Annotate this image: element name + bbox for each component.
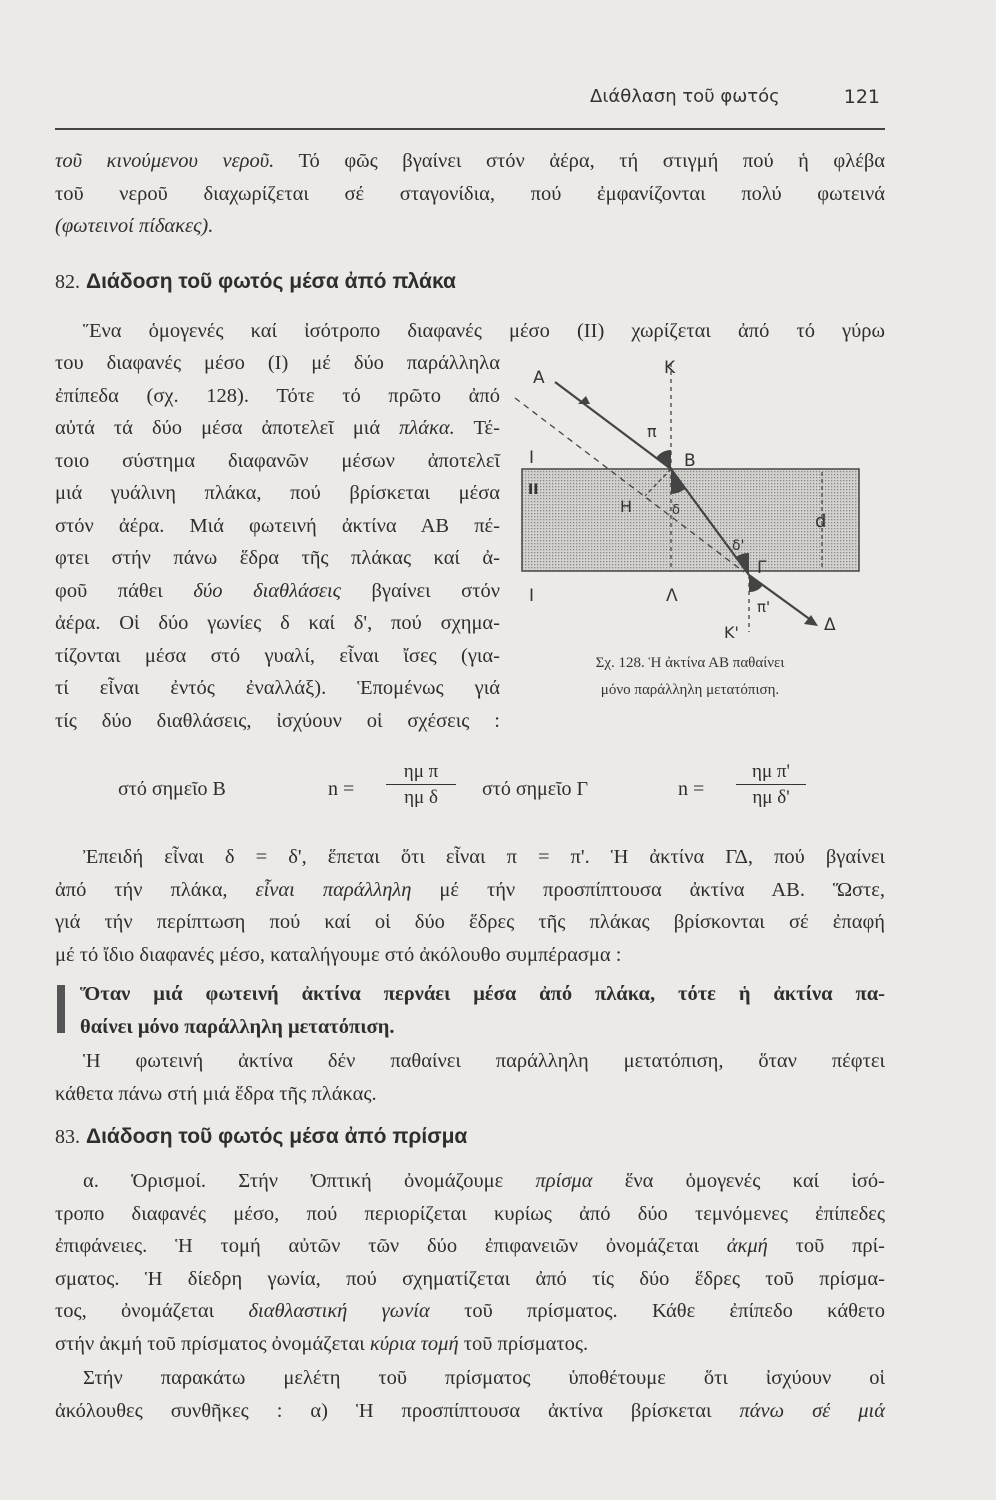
italic-text: τοῦ κινούμενου νεροῦ. [55,150,275,172]
italic-text: διαθλαστική γωνία [248,1300,430,1322]
text-line [55,874,885,907]
running-title: Διάθλαση τοῦ φωτός [590,86,780,107]
section-83-heading [55,1125,467,1149]
text-segment: Στήν παρακάτω μελέτη τοῦ πρίσματος ὑποθέτουμε ὅτι ἰσχύουν οἱ [83,1367,885,1389]
formula-n-eq: n = [328,778,355,800]
text-line [55,1045,885,1078]
text-line [55,1395,885,1428]
glass-plate [522,469,859,571]
label-d: d [815,511,827,532]
text-segment: ἐπιφάνειες. Ἡ τομή αὐτῶν τῶν δύο ἐπιφανειῶν ὀνομάζεται [55,1235,727,1257]
figure-caption: μόνο παράλληλη μετατόπιση. [600,682,780,698]
text-segment: μέ τό ἴδιο διαφανές μέσο, καταλήγουμε στό ἀκόλουθο συμπέρασμα : [55,943,622,966]
paragraph-conclusion [55,841,885,971]
text-segment: τί εἶναι ἐντός ἐναλλάξ). Ἑπομένως γιά [55,677,500,699]
paragraph-assumptions [55,1362,885,1427]
bold-text: Ὅταν μιά φωτεινή ἀκτίνα περνάει μέσα ἀπό πλάκα, τότε ἡ ἀκτίνα πα- [80,983,885,1005]
text-segment: μιά γυάλινη πλάκα, πού βρίσκεται μέσα [55,482,500,504]
text-segment: Ἕνα ὁμογενές καί ἰσότροπο διαφανές μέσο (ΙΙ) χωρίζεται ἀπό τό γύρω [83,320,885,342]
label-Gamma: Γ [757,558,767,578]
text-line [55,939,885,972]
text-line [55,1078,885,1111]
text-segment: βγαίνει στόν [340,579,500,602]
italic-text: πλάκα. [399,417,455,439]
section-title: Διάδοση τοῦ φωτός μέσα ἀπό πρίσμα [86,1125,468,1148]
text-segment: τοιο σύστημα διαφανῶν μέσων ἀποτελεῖ [55,449,500,472]
fraction-G [736,760,806,811]
rule-marker-bar [57,985,65,1033]
label-Delta: Δ [824,615,836,635]
text-line [80,1011,885,1044]
text-line [55,1230,885,1263]
text-segment: κάθετα πάνω στή μιά ἕδρα τῆς πλάκας. [55,1082,377,1105]
label-II: II [528,482,539,498]
text-segment: τος, ὀνομάζεται [55,1300,249,1322]
section-number: 82. [55,271,80,293]
label-K: K [664,358,676,378]
label-H: H [620,497,633,516]
italic-text: (φωτεινοί πίδακες). [55,215,214,237]
denominator: ημ δ' [752,787,790,808]
numerator: ημ π [386,760,456,785]
label-pi: π [647,422,657,441]
paragraph-perpendicular [55,1045,885,1110]
italic-text: ἀκμή [726,1235,768,1257]
text-segment: φοῦ πάθει [55,579,194,602]
text-segment: τοῦ νεροῦ διαχωρίζεται σέ σταγονίδια, πού ἐμφανίζονται πολύ φωτεινά [55,182,885,205]
text-segment: αὐτά τά δύο μέσα ἀποτελεῖ μιά [55,417,400,439]
text-segment: του διαφανές μέσο (Ι) μέ δύο παράλληλα [55,352,500,374]
italic-text: πρίσμα [535,1170,593,1192]
text-line [55,1165,885,1198]
text-segment: ἀκόλουθες συνθῆκες : α) Ἡ προσπίπτουσα ἀκτίνα βρίσκεται [55,1399,740,1422]
formula-label-B: στό σημεῖο Β [118,778,226,800]
text-segment: τοῦ πρί- [767,1235,885,1257]
figure-caption: Σχ. 128. Ἡ ἀκτίνα ΑΒ παθαίνει [595,655,785,671]
text-segment: τίς δύο διαθλάσεις, ἰσχύουν οἱ σχέσεις : [55,709,500,732]
section-number: 83. [55,1126,80,1148]
text-segment: στήν ἀκμή τοῦ πρίσματος ὀνομάζεται [55,1332,370,1355]
section-title: Διάδοση τοῦ φωτός μέσα ἀπό πλάκα [86,270,456,293]
text-line [55,1263,885,1296]
label-B: B [684,451,696,471]
text-segment: τοῦ πρίσματος. Κάθε ἐπίπεδο κάθετο [429,1300,885,1322]
label-I-bottom: I [529,586,535,606]
italic-text: εἶναι παράλληλη [255,878,412,901]
paragraph-definitions [55,1165,885,1360]
text-segment: φτει στήν πάνω ἕδρα τῆς πλάκας καί ἀ- [55,547,500,569]
text-segment: Τέ- [454,417,500,439]
numerator: ημ π' [736,760,806,785]
bold-text: θαίνει μόνο παράλληλη μετατόπιση. [80,1015,395,1038]
rule-statement [80,978,885,1043]
text-segment: Ἡ φωτεινή ἀκτίνα δέν παθαίνει παράλληλη μετατόπιση, ὅταν πέφτει [83,1050,885,1072]
text-line [55,1198,885,1231]
italic-text: κύρια τομή [369,1332,459,1355]
label-K-prime: K' [724,623,739,642]
text-segment: στόν ἀέρα. Μιά φωτεινή ἀκτίνα ΑΒ πέ- [55,514,500,537]
text-segment: τοῦ πρίσματος. [458,1332,589,1355]
figure-128 [0,0,996,720]
page-number: 121 [843,86,880,108]
text-line [55,1362,885,1395]
text-segment: Τό φῶς βγαίνει στόν ἀέρα, τή στιγμή πού ἡ φλέβα [274,150,885,172]
italic-text: δύο διαθλάσεις [193,579,341,602]
text-line [55,906,885,939]
text-line [55,841,885,874]
text-segment: γιά τήν περίπτωση πού καί οἱ δύο ἕδρες τῆς πλάκας βρίσκονται σέ ἐπαφή [55,911,885,933]
label-I-top: I [529,448,535,468]
italic-text: πάνω σέ μιά [739,1399,885,1422]
text-segment: ἕνα ὁμογενές καί ἰσό- [592,1170,885,1192]
text-line [80,978,885,1011]
text-line [55,1295,885,1328]
angle-pi [656,450,671,469]
label-A: A [533,368,545,388]
formula-n-eq: n = [678,778,705,800]
text-segment: μέ τήν προσπίπτουσα ἀκτίνα ΑΒ. Ὥστε, [411,878,885,901]
text-segment: ἀέρα. Οἱ δύο γωνίες δ καί δ', πού σχημα- [55,612,500,634]
label-delta-prime: δ' [732,538,745,554]
label-Lambda: Λ [666,586,678,606]
text-segment: τροπο διαφανές μέσο, πού περιορίζεται κυρίως ἀπό δύο τεμνόμενες ἐπίπεδες [55,1202,885,1225]
text-segment: Ἐπειδή εἶναι δ = δ', ἕπεται ὅτι εἶναι π = π'. Ἡ ἀκτίνα ΓΔ, πού βγαίνει [83,846,885,868]
text-segment: τίζονται μέσα στό γυαλί, εἶναι ἴσες (για- [55,644,500,667]
text-line [55,1328,885,1361]
label-delta: δ [672,503,680,518]
text-segment: σματος. Ἡ δίεδρη γωνία, πού σχηματίζεται ἀπό τίς δύο ἕδρες τοῦ πρίσμα- [55,1267,885,1290]
formula-label-G: στό σημεῖο Γ [482,778,589,800]
text-segment: ἐπίπεδα (σχ. 128). Τότε τό πρῶτο ἀπό [55,384,500,407]
label-pi-prime: π' [757,598,771,616]
denominator: ημ δ [404,787,438,808]
text-segment: ἀπό τήν πλάκα, [55,878,256,901]
fraction-B [386,760,456,811]
text-segment: α. Ὁρισμοί. Στήν Ὀπτική ὀνομάζουμε [83,1170,536,1192]
